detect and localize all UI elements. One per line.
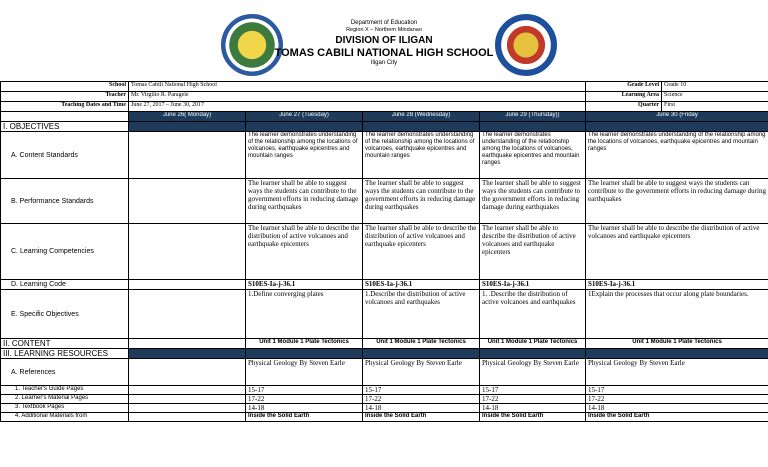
row-label: 1. Teacher's Guide Pages <box>1 386 129 395</box>
table-cell: The learner shall be able to suggest ways the students can contribute to the government efforts in reducing damage during earthquakes <box>363 179 480 224</box>
references-row <box>1 359 768 386</box>
table-cell <box>129 290 246 339</box>
table-cell: 14-18 <box>586 404 768 413</box>
area-label: Learning Area <box>586 92 662 102</box>
table-cell: The learner demonstrates understanding of the relationship among the locations of volcanoes, earthquake epicentres and mountain ranges <box>246 132 363 179</box>
table-cell: S10ES-Ia-j-36.1 <box>480 280 586 290</box>
info-row-teacher <box>1 92 768 102</box>
table-cell: 15-17 <box>246 386 363 395</box>
table-cell <box>129 413 246 422</box>
table-cell: The learner shall be able to describe the distribution of active volcanoes and earthquake epicenters <box>246 224 363 280</box>
table-cell: The learner shall be able to describe the distribution of active volcanoes and earthquake epicenters <box>586 224 768 280</box>
teacher-value: Mr. Virgilio R. Paragele <box>129 92 586 102</box>
school-label: School <box>1 82 129 92</box>
header-line-3: DIVISION OF ILIGAN <box>335 35 433 46</box>
header-line-2: Region X – Northern Mindanao <box>346 27 422 33</box>
day-header-row <box>1 112 768 122</box>
document-header <box>0 0 768 80</box>
table-cell: The learner shall be able to suggest ways the students can contribute to the government efforts in reducing damage during earthquakes <box>586 179 768 224</box>
table-cell: The learner demonstrates understanding of the relationship among the locations of volcanoes, earthquake epicentres and mountain ranges <box>480 132 586 179</box>
table-cell <box>129 224 246 280</box>
table-cell: S10ES-Ia-j-36.1 <box>363 280 480 290</box>
dates-value: June 27, 2017 – June 30, 2017 <box>129 102 586 112</box>
row-label: B. Performance Standards <box>1 179 129 224</box>
row-label: A. Content Standards <box>1 132 129 179</box>
row-label: D. Learning Code <box>1 280 129 290</box>
row-label: 3. Textbook Pages <box>1 404 129 413</box>
table-cell <box>129 404 246 413</box>
table-cell: 17-22 <box>363 395 480 404</box>
day-header: June 28 (Wednesday) <box>363 112 480 122</box>
textbook-row <box>1 404 768 413</box>
table-cell: 1Explain the processes that occur along plate boundaries. <box>586 290 768 339</box>
table-cell: Unit 1 Module 1 Plate Tectonics <box>480 339 586 349</box>
table-cell: Inside the Solid Earth <box>586 413 768 422</box>
table-cell: 15-17 <box>480 386 586 395</box>
school-title: TOMAS CABILI NATIONAL HIGH SCHOOL <box>274 47 494 59</box>
table-cell: 17-22 <box>586 395 768 404</box>
quarter-label: Quarter <box>586 102 662 112</box>
table-cell: 14-18 <box>363 404 480 413</box>
content-standards-row <box>1 132 768 179</box>
table-cell: Physical Geology By Steven Earle <box>246 359 363 386</box>
table-cell <box>129 339 246 349</box>
content-label: II. CONTENT <box>1 339 129 349</box>
table-cell <box>129 359 246 386</box>
table-cell: Unit 1 Module 1 Plate Tectonics <box>246 339 363 349</box>
objectives-label: I. OBJECTIVES <box>1 122 129 132</box>
info-row-school <box>1 82 768 92</box>
additional-materials-row <box>1 413 768 422</box>
table-cell: 1.Describe the distribution of active volcanoes and earthquakes <box>363 290 480 339</box>
table-cell: Inside the Solid Earth <box>363 413 480 422</box>
table-cell: The learner shall be able to describe the distribution of active volcanoes and earthquake epicenters <box>363 224 480 280</box>
table-cell: Physical Geology By Steven Earle <box>363 359 480 386</box>
specific-objectives-row <box>1 290 768 339</box>
grade-value: Grade 10 <box>662 82 768 92</box>
table-cell <box>129 395 246 404</box>
dll-table <box>0 81 768 422</box>
grade-label: Grade Level <box>586 82 662 92</box>
row-label: A. References <box>1 359 129 386</box>
table-cell: The learner shall be able to suggest ways the students can contribute to the government efforts in reducing damage during earthquakes <box>246 179 363 224</box>
info-row-dates <box>1 102 768 112</box>
row-label: E. Specific Objectives <box>1 290 129 339</box>
performance-standards-row <box>1 179 768 224</box>
table-cell: 15-17 <box>586 386 768 395</box>
table-cell: Physical Geology By Steven Earle <box>480 359 586 386</box>
table-cell <box>129 386 246 395</box>
row-label: C. Learning Competencies <box>1 224 129 280</box>
learning-resources-row <box>1 349 768 359</box>
day-header: June 30 (Friday <box>586 112 768 122</box>
table-cell: S10ES-Ia-j-36.1 <box>246 280 363 290</box>
school-value: Tomas Cabili National High School <box>129 82 586 92</box>
table-cell <box>129 132 246 179</box>
day-header: June 27 (Tuesday) <box>246 112 363 122</box>
table-cell: Physical Geology By Steven Earle <box>586 359 768 386</box>
row-label: 4. Additional Materials from <box>1 413 129 422</box>
table-cell <box>129 280 246 290</box>
content-row <box>1 339 768 349</box>
learning-competencies-row <box>1 224 768 280</box>
teacher-label: Teacher <box>1 92 129 102</box>
day-header: June 26( Monday) <box>129 112 246 122</box>
learning-code-row <box>1 280 768 290</box>
area-value: Science <box>662 92 768 102</box>
table-cell: Inside the Solid Earth <box>246 413 363 422</box>
table-cell: 14-18 <box>480 404 586 413</box>
table-cell: The learner demonstrates understanding of the relationship among the locations of volcanoes, earthquake epicentres and mountain ranges <box>586 132 768 179</box>
quarter-value: First <box>662 102 768 112</box>
table-cell <box>129 179 246 224</box>
resources-label: III. LEARNING RESOURCES <box>1 349 129 359</box>
header-line-5: Iligan City <box>370 60 398 66</box>
table-cell: 14-18 <box>246 404 363 413</box>
table-cell: The learner demonstrates understanding of the relationship among the locations of volcanoes, earthquake epicentres and mountain ranges <box>363 132 480 179</box>
table-cell: Inside the Solid Earth <box>480 413 586 422</box>
header-line-1: Department of Education <box>350 20 418 26</box>
table-cell: 15-17 <box>363 386 480 395</box>
learners-material-row <box>1 395 768 404</box>
table-cell: 17-22 <box>246 395 363 404</box>
table-cell: 1. .Describe the distribution of active volcanoes and earthquakes <box>480 290 586 339</box>
table-cell: Unit 1 Module 1 Plate Tectonics <box>363 339 480 349</box>
table-cell: The learner shall be able to suggest ways the students can contribute to the government efforts in reducing damage during earthquakes <box>480 179 586 224</box>
table-cell: Unit 1 Module 1 Plate Tectonics <box>586 339 768 349</box>
teachers-guide-row <box>1 386 768 395</box>
table-cell: The learner shall be able to describe the distribution of active volcanoes and earthquake epicenters <box>480 224 586 280</box>
row-label: 2. Learner's Material Pages <box>1 395 129 404</box>
table-cell: 17-22 <box>480 395 586 404</box>
day-header: June 29 (Thursday)) <box>480 112 586 122</box>
objectives-section-row <box>1 122 768 132</box>
dates-label: Teaching Dates and Time <box>1 102 129 112</box>
table-cell: 1.Define converging plates <box>246 290 363 339</box>
table-cell: S10ES-Ia-j-36.1 <box>586 280 768 290</box>
